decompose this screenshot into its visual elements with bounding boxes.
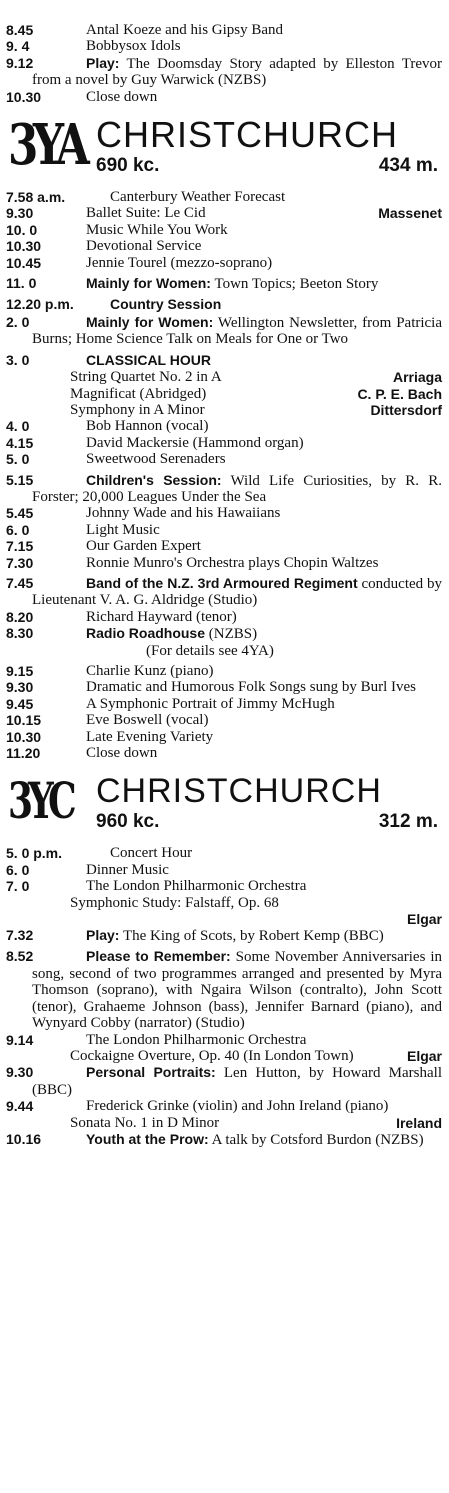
- station-wavelength: 312 m.: [378, 811, 438, 833]
- listing-entry: 8.20 Richard Hayward (tenor): [6, 608, 237, 625]
- listing-entry: 4.15 David Mackersie (Hammond organ): [6, 434, 304, 451]
- listing-entry: 2. 0 Mainly for Women: Wellington Newsletter, from Patricia Burns; Home Science Talk on Meals for One or Two: [6, 313, 443, 348]
- music-item: Ireland Sonata No. 1 in D Minor: [70, 1114, 442, 1131]
- listing-entry: 7.30 Ronnie Munro's Orchestra plays Chopin Waltzes: [6, 554, 379, 571]
- listing-entry: 10.30 Close down: [6, 88, 158, 105]
- music-item: Dittersdorf Symphony in A Minor: [70, 401, 442, 418]
- station-city: CHRISTCHURCH: [96, 114, 398, 156]
- composer: Elgar: [406, 911, 442, 928]
- listing-entry: 12.20 p.m. Country Session: [6, 296, 222, 313]
- music-item: Symphonic Study: Falstaff, Op. 68: [70, 894, 279, 911]
- listing-group-3ya: [6, 189, 442, 761]
- station-wavelength: 434 m.: [378, 155, 438, 177]
- listing-entry: 9.30 Massenet Ballet Suite: Le Cid: [6, 205, 442, 222]
- listing-entry: 9.30 Dramatic and Humorous Folk Songs sung by Burl Ives: [6, 679, 416, 696]
- station-frequency: 690 kc.: [96, 155, 160, 177]
- listing-entry: 10.16 Youth at the Prow: A talk by Cotsford Burdon (NZBS): [6, 1130, 424, 1148]
- listing-group-3yc: [6, 845, 442, 1148]
- listing-entry: 6. 0 Light Music: [6, 521, 160, 538]
- listing-entry: 4. 0 Bob Hannon (vocal): [6, 418, 209, 435]
- listing-entry: 9.30 Personal Portraits: Len Hutton, by Howard Marshall (BBC): [6, 1064, 442, 1098]
- listing-entry: 9.45 A Symphonic Portrait of Jimmy McHugh: [6, 695, 335, 712]
- station-call-sign: 3YA: [8, 112, 85, 179]
- listing-entry: 11. 0 Mainly for Women: Town Topics; Beeton Story: [6, 275, 379, 293]
- music-item: Arriaga String Quartet No. 2 in A: [70, 369, 442, 386]
- listing-entry: 8.45 Antal Koeze and his Gipsy Band: [6, 22, 284, 38]
- listing-entry: 11.20 Close down: [6, 745, 158, 762]
- listing-entry: 9.44 Frederick Grinke (violin) and John Ireland (piano): [6, 1098, 389, 1115]
- listing-entry: 8.30 Radio Roadhouse (NZBS): [6, 625, 258, 643]
- listing-entry: 10.30 Devotional Service: [6, 238, 202, 255]
- listing-entry: 7.58 a.m. Canterbury Weather Forecast: [6, 189, 286, 206]
- listing-entry: 6. 0 Dinner Music: [6, 861, 169, 878]
- listing-entry: 5. 0 Sweetwood Serenaders: [6, 451, 226, 468]
- listing-entry: 7. 0 The London Philharmonic Orchestra: [6, 878, 307, 895]
- station-call-sign: 3YC: [8, 771, 72, 831]
- station-header-3ya: [6, 113, 442, 183]
- music-item: Cockaigne Overture, Op. 40 (In London Town) Elgar: [70, 1047, 442, 1064]
- listing-entry: 5.15 Children's Session: Wild Life Curiosities, by R. R. Forster; 20,000 Leagues Under the Sea: [6, 471, 442, 505]
- listing-entry: 7.15 Our Garden Expert: [6, 538, 201, 555]
- listing-entry: 7.45 Band of the N.Z. 3rd Armoured Regiment conducted by Lieutenant V. A. G. Aldridge (Studio): [6, 574, 443, 609]
- listing-entry: 7.32 Play: The King of Scots, by Robert Kemp (BBC): [6, 927, 384, 945]
- station-city: CHRISTCHURCH: [96, 772, 382, 811]
- listing-entry: 5. 0 p.m. Concert Hour: [6, 845, 193, 862]
- listing-entry: 3. 0 CLASSICAL HOUR: [6, 351, 211, 368]
- listing-entry: 9. 4 Bobbysox Idols: [6, 38, 181, 55]
- listing-entry: 10. 0 Music While You Work: [6, 221, 228, 238]
- station-frequency: 960 kc.: [96, 811, 160, 833]
- listing-entry: 9.14 The London Philharmonic Orchestra: [6, 1031, 307, 1048]
- radio-listings-page: [6, 22, 442, 1148]
- listing-note: (For details see 4YA): [146, 642, 274, 659]
- listing-entry: 9.15 Charlie Kunz (piano): [6, 663, 214, 679]
- listing-group-continued: [6, 22, 442, 105]
- music-item: C. P. E. Bach Magnificat (Abridged): [70, 385, 442, 402]
- composer: Massenet: [378, 205, 442, 222]
- station-header-3yc: [6, 769, 442, 839]
- listing-entry: 10.45 Jennie Tourel (mezzo-soprano): [6, 254, 273, 271]
- listing-entry: 5.45 Johnny Wade and his Hawaiians: [6, 505, 281, 522]
- listing-entry: 9.12 Play: The Doomsday Story adapted by Elleston Trevor from a novel by Guy Warwick (NZBS): [6, 54, 442, 89]
- listing-entry: 8.52 Please to Remember: Some November Anniversaries in song, second of two programmes arranged and presented by Myra Thomson (soprano), with Ngaira Wilson (contralto), John Scott (tenor), Grahaeme Johnson (bass), Jennifer Barnard (piano), and Wynyard Cobby (narrator) (Studio): [6, 948, 442, 1032]
- classical-hour-items: [6, 369, 442, 418]
- listing-entry: 10.15 Eve Boswell (vocal): [6, 712, 209, 729]
- listing-entry: 10.30 Late Evening Variety: [6, 728, 214, 745]
